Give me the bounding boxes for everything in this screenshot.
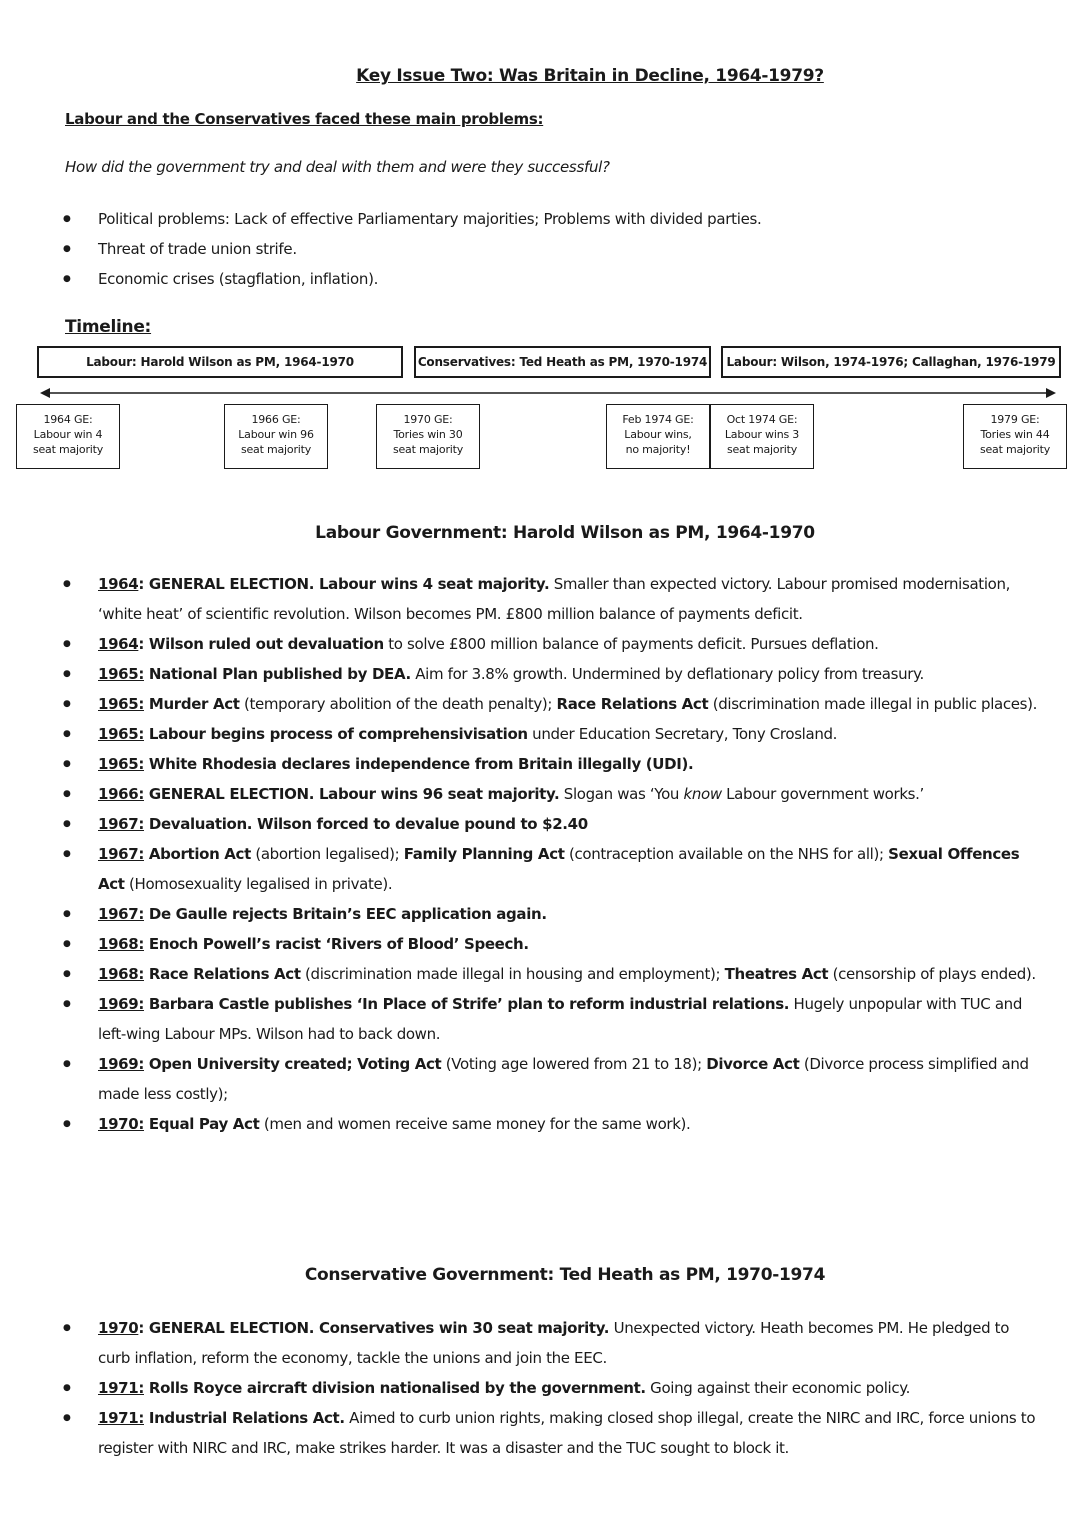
event-text: Going against their economic policy. bbox=[645, 1379, 911, 1397]
event-item bbox=[60, 899, 1040, 929]
event-text: De Gaulle rejects Britain’s EEC application again. bbox=[144, 905, 547, 923]
event-item bbox=[60, 1403, 1040, 1463]
timeline-arrow bbox=[40, 387, 1056, 399]
event-text: (Divorce process simplified and made less costly); bbox=[98, 1055, 1029, 1103]
event-year: 1964 bbox=[98, 575, 139, 593]
event-text: Aimed to curb union rights, making closed shop illegal, create the NIRC and IRC, force unions to register with NIRC and IRC, make strikes harder. It was a disaster and the TUC sought to block it. bbox=[98, 1409, 1036, 1457]
event-year: 1968: bbox=[98, 965, 144, 983]
problem-item: ● Political problems: Lack of effective Parliamentary majorities; Problems with divided parties. bbox=[60, 204, 1040, 234]
event-year: 1967: bbox=[98, 845, 144, 863]
problems-subheading: Labour and the Conservatives faced these main problems: bbox=[65, 110, 544, 128]
event-year: 1965: bbox=[98, 755, 144, 773]
event-text: Smaller than expected victory. Labour promised modernisation, ‘white heat’ of scientific revolution. Wilson becomes PM. £800 million balance of payments deficit. bbox=[98, 575, 1011, 623]
event-year: 1967: bbox=[98, 905, 144, 923]
timeline-event-1966: 1966 GE: Labour win 96 seat majority bbox=[224, 404, 328, 469]
event-text: (discrimination made illegal in housing and employment); bbox=[300, 965, 725, 983]
event-year: 1968: bbox=[98, 935, 144, 953]
event-item bbox=[60, 1049, 1040, 1109]
event-text: Devaluation. Wilson forced to devalue pound to $2.40 bbox=[144, 815, 588, 833]
event-year: 1966: bbox=[98, 785, 144, 803]
event-text: (censorship of plays ended). bbox=[828, 965, 1036, 983]
timeline-event-1964: 1964 GE: Labour win 4 seat majority bbox=[16, 404, 120, 469]
event-item bbox=[60, 719, 1040, 749]
government-box-wilson: Labour: Harold Wilson as PM, 1964-1970 bbox=[37, 346, 403, 378]
timeline-event-oct-1974: Oct 1974 GE: Labour wins 3 seat majority bbox=[710, 404, 814, 469]
timeline-event-1970: 1970 GE: Tories win 30 seat majority bbox=[376, 404, 480, 469]
government-box-heath: Conservatives: Ted Heath as PM, 1970-1974 bbox=[414, 346, 711, 378]
event-text: Open University created; Voting Act bbox=[144, 1055, 442, 1073]
timeline-event-feb-1974: Feb 1974 GE: Labour wins, no majority! bbox=[606, 404, 710, 469]
event-item bbox=[60, 779, 1040, 809]
problem-item: ● Economic crises (stagflation, inflation). bbox=[60, 264, 1040, 294]
event-text: Labour begins process of comprehensivisation bbox=[144, 725, 528, 743]
event-text: Family Planning Act bbox=[403, 845, 565, 863]
event-year: 1967: bbox=[98, 815, 144, 833]
event-text: Aim for 3.8% growth. Undermined by deflationary policy from treasury. bbox=[410, 665, 924, 683]
event-text: (discrimination made illegal in public places). bbox=[708, 695, 1038, 713]
guiding-question: How did the government try and deal with them and were they successful? bbox=[65, 158, 610, 176]
event-text: (contraception available on the NHS for all); bbox=[564, 845, 889, 863]
event-text: Industrial Relations Act. bbox=[144, 1409, 345, 1427]
event-text: (men and women receive same money for the same work). bbox=[259, 1115, 691, 1133]
event-text: Theatres Act bbox=[724, 965, 829, 983]
event-text: Barbara Castle publishes ‘In Place of Strife’ plan to reform industrial relations. bbox=[144, 995, 790, 1013]
event-text: White Rhodesia declares independence from Britain illegally (UDI). bbox=[144, 755, 694, 773]
event-text: know bbox=[683, 785, 722, 803]
event-item bbox=[60, 1109, 1040, 1139]
event-text: Hugely unpopular with TUC and left-wing Labour MPs. Wilson had to back down. bbox=[98, 995, 1022, 1043]
event-text: : Wilson ruled out devaluation bbox=[138, 635, 384, 653]
event-item bbox=[60, 989, 1040, 1049]
event-year: 1971: bbox=[98, 1409, 144, 1427]
event-text: Race Relations Act bbox=[556, 695, 709, 713]
event-item bbox=[60, 569, 1040, 629]
event-text: (Voting age lowered from 21 to 18); bbox=[441, 1055, 707, 1073]
page-title: Key Issue Two: Was Britain in Decline, 1964-1979? bbox=[356, 66, 824, 86]
event-year: 1971: bbox=[98, 1379, 144, 1397]
event-text: to solve £800 million balance of payments deficit. Pursues deflation. bbox=[383, 635, 879, 653]
labour-section-heading: Labour Government: Harold Wilson as PM, 1964-1970 bbox=[315, 523, 815, 543]
event-text: (Homosexuality legalised in private). bbox=[124, 875, 393, 893]
event-item bbox=[60, 809, 1040, 839]
event-text: under Education Secretary, Tony Crosland. bbox=[527, 725, 838, 743]
timeline-heading: Timeline: bbox=[65, 317, 152, 337]
event-text: : GENERAL ELECTION. Labour wins 4 seat majority. bbox=[138, 575, 550, 593]
event-year: 1969: bbox=[98, 1055, 144, 1073]
event-text: Labour government works.’ bbox=[721, 785, 924, 803]
event-year: 1964 bbox=[98, 635, 139, 653]
event-text: Enoch Powell’s racist ‘Rivers of Blood’ Speech. bbox=[144, 935, 529, 953]
event-year: 1965: bbox=[98, 665, 144, 683]
conservative-section-heading: Conservative Government: Ted Heath as PM, 1970-1974 bbox=[304, 1265, 826, 1285]
event-text: Divorce Act bbox=[706, 1055, 800, 1073]
event-text: Rolls Royce aircraft division nationalised by the government. bbox=[144, 1379, 646, 1397]
event-item bbox=[60, 1373, 1040, 1403]
event-text: (temporary abolition of the death penalty); bbox=[239, 695, 557, 713]
event-item bbox=[60, 839, 1040, 899]
problem-item: ● Threat of trade union strife. bbox=[60, 234, 1040, 264]
event-item bbox=[60, 929, 1040, 959]
event-text: : GENERAL ELECTION. Conservatives win 30 seat majority. bbox=[138, 1319, 610, 1337]
event-text: Abortion Act bbox=[144, 845, 251, 863]
event-text: Race Relations Act bbox=[144, 965, 301, 983]
event-year: 1965: bbox=[98, 725, 144, 743]
event-text: (abortion legalised); bbox=[250, 845, 404, 863]
event-item bbox=[60, 749, 1040, 779]
event-year: 1970 bbox=[98, 1319, 139, 1337]
event-text: Slogan was ‘You bbox=[559, 785, 684, 803]
labour-events-list bbox=[60, 569, 1040, 1139]
problems-list bbox=[60, 204, 1040, 294]
conservative-events-list bbox=[60, 1313, 1040, 1463]
event-text: Sexual Offences Act bbox=[98, 845, 1020, 893]
event-text: Unexpected victory. Heath becomes PM. He pledged to curb inflation, reform the economy, tackle the unions and join the EEC. bbox=[98, 1319, 1010, 1367]
event-text: Equal Pay Act bbox=[144, 1115, 260, 1133]
timeline-event-1979: 1979 GE: Tories win 44 seat majority bbox=[963, 404, 1067, 469]
event-item bbox=[60, 629, 1040, 659]
event-year: 1969: bbox=[98, 995, 144, 1013]
event-text: GENERAL ELECTION. Labour wins 96 seat majority. bbox=[144, 785, 560, 803]
event-text: National Plan published by DEA. bbox=[144, 665, 411, 683]
event-item bbox=[60, 959, 1040, 989]
event-item bbox=[60, 1313, 1040, 1373]
event-text: Murder Act bbox=[144, 695, 240, 713]
event-item bbox=[60, 689, 1040, 719]
event-item bbox=[60, 659, 1040, 689]
government-box-wilson-callaghan: Labour: Wilson, 1974-1976; Callaghan, 1976-1979 bbox=[721, 346, 1061, 378]
event-year: 1965: bbox=[98, 695, 144, 713]
event-year: 1970: bbox=[98, 1115, 144, 1133]
